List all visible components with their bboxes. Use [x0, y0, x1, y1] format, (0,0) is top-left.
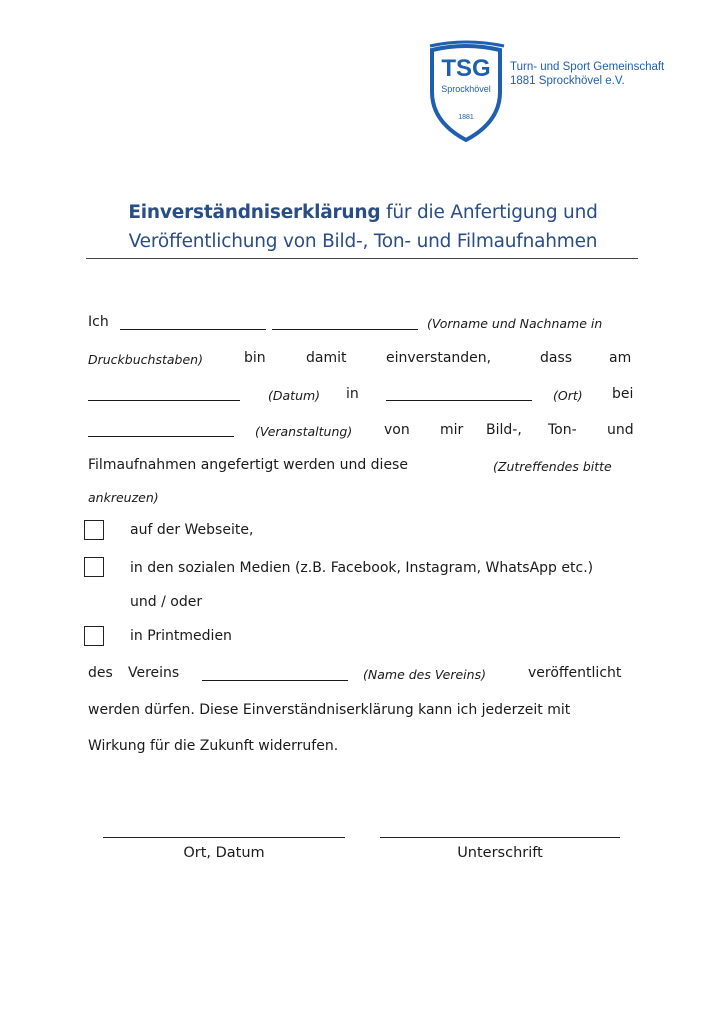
hint-zutreffendes: (Zutreffendes bitte — [493, 459, 612, 474]
word-in: in — [346, 386, 359, 402]
label-ort-datum: Ort, Datum — [183, 845, 265, 861]
word-veroeffentlicht: veröffentlicht — [528, 665, 622, 681]
title-rest-line-1: für die Anfertigung und — [380, 202, 598, 223]
title-line-2: Veröffentlichung von Bild-, Ton- und Filmaufnahmen — [128, 231, 598, 252]
word-am: am — [609, 350, 632, 366]
org-line-1: Turn- und Sport Gemeinschaft — [510, 61, 665, 73]
event-blank[interactable] — [88, 422, 234, 437]
checkbox-webseite[interactable] — [84, 520, 104, 540]
date-blank[interactable] — [88, 386, 240, 401]
hint-ort: (Ort) — [553, 388, 583, 403]
option-printmedien-label: in Printmedien — [130, 628, 232, 644]
name-blank-last[interactable] — [272, 315, 418, 330]
signature-line-unterschrift[interactable] — [380, 837, 620, 838]
organisation-name — [510, 60, 664, 88]
name-blank-first[interactable] — [120, 315, 266, 330]
place-blank[interactable] — [386, 386, 532, 401]
hint-name: (Vorname und Nachname in — [427, 316, 603, 331]
svg-text:TSG: TSG — [441, 55, 491, 82]
word-vereins: Vereins — [128, 665, 180, 681]
text-filmaufnahmen: Filmaufnahmen angefertigt werden und diese — [88, 457, 408, 473]
checkbox-soziale-medien[interactable] — [84, 557, 104, 577]
word-damit: damit — [306, 350, 347, 366]
text-wirkung: Wirkung für die Zukunft widerrufen. — [88, 738, 339, 754]
word-ton: Ton- — [548, 422, 577, 438]
hint-name-des-vereins: (Name des Vereins) — [363, 667, 486, 682]
title-divider — [86, 258, 638, 259]
hint-druckbuchstaben: Druckbuchstaben) — [88, 352, 203, 367]
page-title — [88, 198, 638, 256]
title-bold-part: Einverständniserklärung — [128, 202, 381, 223]
word-bei: bei — [612, 386, 634, 402]
hint-ankreuzen: ankreuzen) — [88, 490, 159, 505]
text-und-oder: und / oder — [130, 594, 203, 610]
signature-line-ort-datum[interactable] — [103, 837, 345, 838]
club-blank[interactable] — [202, 666, 348, 681]
checkbox-printmedien[interactable] — [84, 626, 104, 646]
word-von: von — [384, 422, 410, 438]
word-dass: dass — [540, 350, 573, 366]
svg-text:Sprockhövel: Sprockhövel — [441, 84, 491, 94]
svg-text:1881: 1881 — [458, 114, 474, 121]
text-werden-duerfen: werden dürfen. Diese Einverständniserklärung kann ich jederzeit mit — [88, 702, 571, 718]
word-und: und — [607, 422, 634, 438]
tsg-logo — [426, 40, 506, 142]
word-bin: bin — [244, 350, 266, 366]
word-bild: Bild-, — [486, 422, 522, 438]
hint-veranstaltung: (Veranstaltung) — [255, 424, 353, 439]
word-einverstanden: einverstanden, — [386, 350, 492, 366]
option-soziale-medien-label: in den sozialen Medien (z.B. Facebook, Instagram, WhatsApp etc.) — [130, 560, 594, 576]
hint-datum: (Datum) — [268, 388, 321, 403]
org-line-2: 1881 Sprockhövel e.V. — [510, 75, 625, 87]
label-unterschrift: Unterschrift — [457, 845, 543, 861]
word-mir: mir — [440, 422, 464, 438]
option-webseite-label: auf der Webseite, — [130, 522, 254, 538]
word-des: des — [88, 665, 113, 681]
text-ich: Ich — [88, 314, 109, 330]
